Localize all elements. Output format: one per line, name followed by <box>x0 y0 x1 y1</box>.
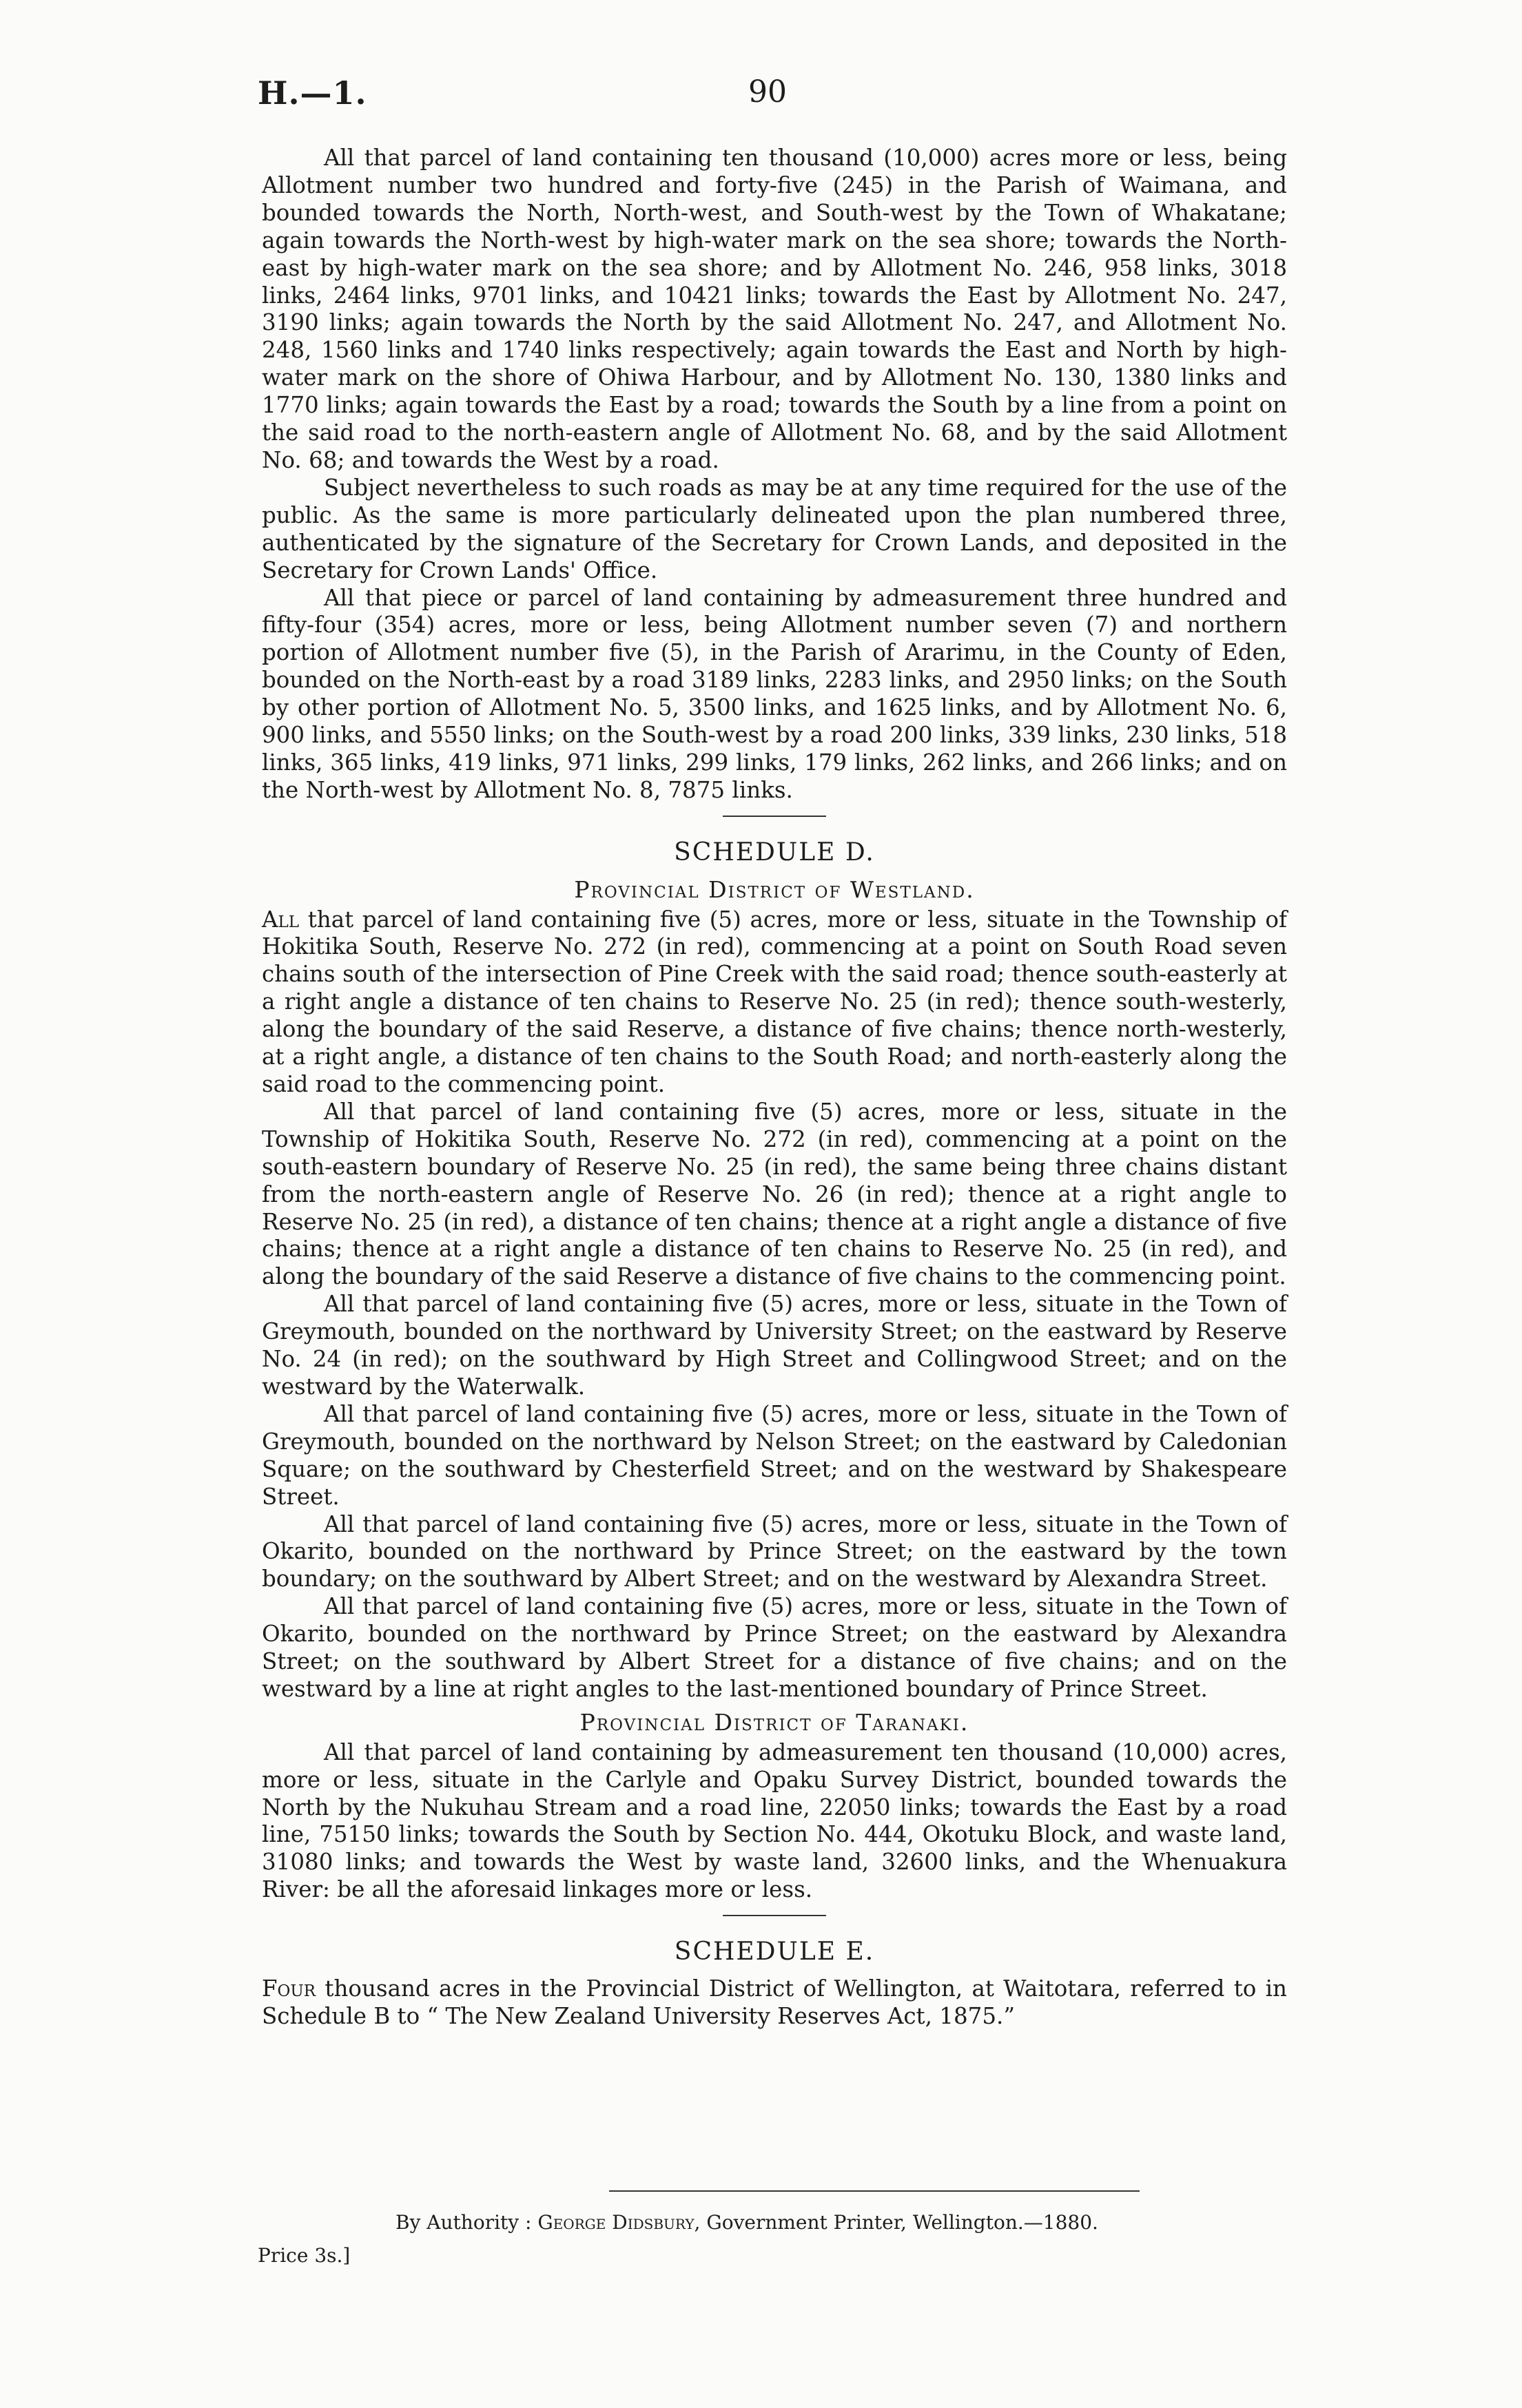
paragraph: All that piece or parcel of land containing by admeasurement three hundred and fifty-four (354) acres, more or less, being Allotment number seven (7) and northern portion of Allotment number five (5), in the Parish of Ararimu, in the County of Eden, bounded on the North-east by a road 3189 links, 2283 links, and 2950 links; on the South by other portion of Allotment No. 5, 3500 links, and 1625 links, and by Allotment No. 6, 900 links, and 5550 links; on the South-west by a road 200 links, 339 links, 230 links, 518 links, 365 links, 419 links, 971 links, 299 links, 179 links, 262 links, and 266 links; and on the North-west by Allotment No. 8, 7875 links. <box>262 584 1287 803</box>
document-reference: H.—1. <box>258 74 367 112</box>
schedule-d-title: SCHEDULE D. <box>262 839 1287 866</box>
paragraph-text: thousand acres in the Provincial District of Wellington, at Waitotara, referred to in Schedule B to “ The New Zealand University Reserves Act, 1875.” <box>262 1975 1287 2029</box>
paragraph: All that parcel of land containing by admeasurement ten thousand (10,000) acres, more or less, situate in the Carlyle and Opaku Survey District, bounded towards the North by the Nukuhau Stream and a road line, 22050 links; towards the East by a road line, 75150 links; towards the South by Section No. 444, Okotuku Block, and waste land, 31080 links; and towards the West by waste land, 32600 links, and the Whenuakura River: be all the aforesaid linkages more or less. <box>262 1738 1287 1903</box>
page-header <box>258 74 1277 116</box>
westland-heading: Provincial District of Westland. <box>574 875 975 903</box>
paragraph: All that parcel of land containing five (5) acres, more or less, situate in the Town of Greymouth, bounded on the northward by Nelson Street; on the eastward by Caledonian Square; on the southward by Chesterfield Street; and on the westward by Shakespeare Street. <box>262 1400 1287 1510</box>
lead-word: All <box>262 906 300 933</box>
paragraph: Subject nevertheless to such roads as may be at any time required for the use of the public. As the same is more particularly delineated upon the plan numbered three, authenticated by the signature of the Secretary for Crown Lands, and deposited in the Secretary for Crown Lands' Office. <box>262 474 1287 583</box>
paragraph <box>262 1975 1287 2031</box>
paragraph <box>262 906 1287 1099</box>
paragraph: All that parcel of land containing ten thousand (10,000) acres more or less, being Allotment number two hundred and forty-five (245) in the Parish of Waimana, and bounded towards the North, North-west, and South-west by the Town of Whakatane; again towards the North-west by high-water mark on the sea shore; towards the North-east by high-water mark on the sea shore; and by Allotment No. 246, 958 links, 3018 links, 2464 links, 9701 links, and 10421 links; towards the East by Allotment No. 247, 3190 links; again towards the North by the said Allotment No. 247, and Allotment No. 248, 1560 links and 1740 links respectively; again towards the East and North by high-water mark on the shore of Ohiwa Harbour, and by Allotment No. 130, 1380 links and 1770 links; again towards the East by a road; towards the South by a line from a point on the said road to the north-eastern angle of Allotment No. 68, and by the said Allotment No. 68; and towards the West by a road. <box>262 145 1287 473</box>
page-footer <box>258 2190 1277 2273</box>
taranaki-heading: Provincial District of Taranaki. <box>579 1708 969 1736</box>
paragraph-text: that parcel of land containing five (5) acres, more or less, situate in the Township of Hokitika South, Reserve No. 272 (in red), commencing at a point on South Road seven chains south of the intersection of Pine Creek with the said road; thence south-easterly at a right angle a distance of ten chains to Reserve No. 25 (in red); thence south-westerly, along the boundary of the said Reserve, a distance of five chains; thence north-westerly, at a right angle, a distance of ten chains to the South Road; and north-easterly along the said road to the commencing point. <box>262 906 1287 1097</box>
footer-rule <box>609 2190 1140 2192</box>
schedule-e-title: SCHEDULE E. <box>262 1938 1287 1966</box>
paragraph: All that parcel of land containing five (5) acres, more or less, situate in the Town of Greymouth, bounded on the northward by University Street; on the eastward by Reserve No. 24 (in red); on the southward by High Street and Collingwood Street; and on the westward by the Waterwalk. <box>262 1291 1287 1400</box>
printer-name: George Didsbury, <box>537 2211 701 2234</box>
authority-prefix: By Authority : <box>395 2211 532 2234</box>
printer-details: Government Printer, Wellington.—1880. <box>700 2211 1098 2234</box>
paragraph: All that parcel of land containing five (5) acres, more or less, situate in the Town of Okarito, bounded on the northward by Prince Street; on the eastward by Alexandra Street; on the southward by Albert Street for a distance of five chains; and on the westward by a line at right angles to the last-mentioned boundary of Prince Street. <box>262 1593 1287 1702</box>
price: Price 3s.] <box>258 2244 351 2267</box>
page-number: 90 <box>748 74 787 110</box>
lead-word: Four <box>262 1975 316 2002</box>
page-body <box>262 145 1287 2031</box>
printer-imprint <box>395 2211 1098 2234</box>
paragraph: All that parcel of land containing five (5) acres, more or less, situate in the Township of Hokitika South, Reserve No. 272 (in red), commencing at a point on the south-eastern boundary of Reserve No. 25 (in red), the same being three chains distant from the north-eastern angle of Reserve No. 26 (in red); thence at a right angle to Reserve No. 25 (in red), a distance of ten chains; thence at a right angle a distance of five chains; thence at a right angle a distance of ten chains to Reserve No. 25 (in red), and along the boundary of the said Reserve a distance of five chains to the commencing point. <box>262 1098 1287 1290</box>
paragraph: All that parcel of land containing five (5) acres, more or less, situate in the Town of Okarito, bounded on the northward by Prince Street; on the eastward by the town boundary; on the southward by Albert Street; and on the westward by Alexandra Street. <box>262 1511 1287 1592</box>
